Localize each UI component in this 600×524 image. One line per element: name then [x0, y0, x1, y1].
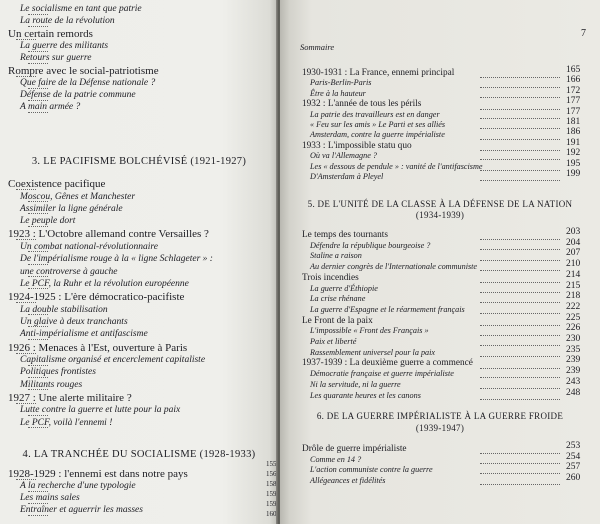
dot-leader [28, 427, 48, 428]
dot-leader [28, 88, 48, 89]
dot-leader [480, 325, 560, 326]
toc-entry: La crise rhénane [310, 294, 366, 304]
toc-entry: 1937-1939 : La deuxième guerre a commencé [302, 358, 473, 369]
section-title: 5. DE L'UNITÉ DE LA CLASSE À LA DÉFENSE DE LA NATION [307, 199, 573, 209]
toc-entry: De l'impérialisme rouge à la « ligne Schlageter » : [20, 254, 213, 265]
toc-page-number: 177 [566, 106, 581, 117]
dot-leader [16, 39, 36, 40]
toc-entry: une controverse à gauche [20, 266, 118, 277]
toc-entry: Moscou, Gênes et Manchester [20, 191, 136, 202]
section-title: 4. LA TRANCHÉE DU SOCIALISME (1928-1933) [22, 449, 256, 460]
edge-page-number: 155 [266, 460, 277, 468]
toc-page-number: 239 [566, 355, 581, 366]
dot-leader [480, 463, 560, 464]
toc-entry: Les mains sales [20, 493, 80, 503]
dot-leader [28, 100, 48, 101]
edge-page-number: 156 [266, 470, 277, 478]
dot-leader [28, 365, 48, 366]
dot-leader [480, 159, 560, 160]
dot-leader [480, 128, 560, 129]
toc-entry: A main armée ? [20, 102, 81, 112]
dot-leader [28, 14, 48, 15]
toc-page-number: 199 [566, 169, 581, 179]
dot-leader [28, 491, 48, 492]
right-page [280, 0, 600, 524]
toc-page-number: 172 [566, 85, 581, 96]
toc-entry: Capitalisme organisé et encerclement capitaliste [20, 355, 206, 365]
toc-entry: La double stabilisation [20, 304, 108, 315]
dot-leader [480, 97, 560, 98]
toc-page-number: 230 [566, 334, 581, 344]
section-years: (1939-1947) [415, 423, 465, 433]
toc-entry: Comme en 14 ? [310, 454, 362, 464]
toc-entry: Ni la servitude, ni la guerre [310, 379, 401, 389]
toc-page-number: 207 [566, 248, 581, 259]
toc-entry: Le PCF, la Ruhr et la révolution européenne [20, 278, 189, 289]
toc-entry: 1932 : L'année de tous les périls [302, 99, 422, 110]
dot-leader [28, 226, 48, 227]
dot-leader [28, 389, 48, 390]
toc-page-number: 214 [566, 269, 581, 280]
toc-entry: La guerre d'Espagne et le réarmement français [310, 304, 465, 314]
toc-entry: 1926 : Menaces à l'Est, ouverture à Paris [8, 341, 188, 354]
toc-entry: Les quarante heures et les canons [310, 390, 421, 400]
toc-page-number: 204 [566, 237, 581, 248]
dot-leader [480, 249, 560, 250]
toc-entry: Paix et liberté [310, 337, 357, 346]
toc-entry: Anti-impérialisme et antifascisme [20, 329, 148, 340]
edge-page-number: 158 [266, 480, 277, 488]
toc-entry: Staline a raison [310, 251, 362, 261]
dot-leader [480, 473, 560, 474]
toc-entry: Assimiler la ligne générale [20, 203, 123, 214]
dot-leader [480, 377, 560, 378]
dot-leader [480, 356, 560, 357]
dot-leader [28, 201, 48, 202]
toc-page-number: 226 [566, 323, 581, 334]
dot-leader [16, 302, 36, 303]
toc-entry: Drôle de guerre impérialiste [302, 444, 407, 454]
toc-page-number: 191 [566, 137, 581, 148]
dot-leader [480, 368, 560, 369]
toc-entry: Défense de la patrie commune [20, 90, 136, 100]
dot-leader [28, 51, 48, 52]
toc-entry: 1923 : L'Octobre allemand contre Versailles ? [8, 228, 209, 241]
dot-leader [28, 112, 48, 113]
toc-entry: Coexistence pacifique [8, 178, 106, 190]
toc-page-number: 218 [566, 291, 581, 302]
toc-entry: Le Front de la paix [302, 315, 373, 326]
toc-entry: La guerre des militants [20, 41, 109, 51]
toc-entry: Un certain remords [8, 28, 93, 40]
dot-leader [28, 377, 48, 378]
toc-entry: Un glaive à deux tranchants [20, 316, 128, 327]
toc-entry: La guerre d'Éthiopie [310, 283, 378, 293]
dot-leader [28, 251, 48, 252]
toc-entry: Le PCF, voilà l'ennemi ! [20, 417, 113, 428]
toc-page-number: 260 [566, 472, 581, 483]
dot-leader [480, 388, 560, 389]
toc-entry: Que faire de la Défense nationale ? [20, 78, 156, 88]
toc-entry: 1927 : Une alerte militaire ? [8, 391, 132, 404]
toc-page-number: 203 [566, 227, 581, 237]
dot-leader [28, 63, 48, 64]
toc-entry: Défendre la république bourgeoise ? [310, 240, 431, 250]
edge-page-number: 159 [266, 490, 277, 498]
section-years: (1934-1939) [415, 210, 465, 220]
toc-entry: Militants rouges [20, 379, 83, 390]
dot-leader [480, 270, 560, 271]
toc-entry: L'impossible « Front des Français » [310, 326, 429, 336]
toc-page-number: 165 [566, 65, 581, 75]
toc-page-number: 254 [566, 451, 581, 462]
toc-page-number: 257 [566, 462, 581, 472]
toc-entry: Trois incendies [302, 272, 359, 283]
dot-leader [480, 484, 560, 485]
dot-leader [480, 335, 560, 336]
dot-leader [16, 189, 36, 190]
toc-page-number: 243 [566, 376, 581, 387]
toc-page-number: 177 [566, 96, 581, 107]
toc-entry: Le peuple dort [20, 216, 76, 227]
dot-leader [480, 150, 560, 151]
dot-leader [16, 239, 36, 240]
dot-leader [28, 503, 48, 504]
dot-leader [28, 314, 48, 315]
toc-page-number: 186 [566, 127, 581, 138]
dot-leader [480, 109, 560, 110]
toc-entry: La patrie des travailleurs est en danger [310, 109, 440, 119]
dot-leader [480, 282, 560, 283]
toc-entry: Démocratie française et guerre impérialiste [310, 369, 454, 379]
toc-entry: La route de la révolution [20, 16, 115, 26]
dot-leader [480, 313, 560, 314]
toc-page-number: 239 [566, 366, 581, 377]
dot-leader [28, 288, 48, 289]
toc-entry: 1928-1929 : l'ennemi est dans notre pays [8, 468, 188, 480]
toc-entry: 1933 : L'impossible statu quo [302, 140, 412, 151]
toc-entry: Le temps des tournants [302, 230, 388, 240]
dot-leader [480, 260, 560, 261]
dot-leader [16, 479, 36, 480]
toc-entry: Rompre avec le social-patriotisme [8, 65, 159, 77]
toc-entry: Lutte contre la guerre et lutte pour la paix [20, 405, 181, 416]
section-title: 6. DE LA GUERRE IMPÉRIALISTE À LA GUERRE FROIDE [316, 411, 564, 421]
dot-leader [480, 302, 560, 303]
dot-leader [480, 399, 560, 400]
dot-leader [28, 264, 48, 265]
dot-leader [480, 139, 560, 140]
page-number: 7 [581, 28, 586, 39]
dot-leader [16, 403, 36, 404]
toc-entry: Rassemblement universel pour la paix [310, 347, 436, 357]
dot-leader [28, 213, 48, 214]
toc-page-number: 195 [566, 158, 581, 169]
running-header: Sommaire [300, 42, 335, 52]
dot-leader [28, 276, 48, 277]
dot-leader [28, 326, 48, 327]
toc-entry: L'action communiste contre la guerre [310, 465, 433, 474]
toc-entry: Au dernier congrès de l'Internationale communiste [310, 262, 478, 272]
toc-entry: 1930-1931 : La France, ennemi principal [302, 68, 455, 78]
toc-page-number: 235 [566, 344, 581, 355]
dot-leader [28, 515, 48, 516]
toc-page-number: 215 [566, 280, 581, 291]
dot-leader [480, 77, 560, 78]
dot-leader [480, 170, 560, 171]
dot-leader [480, 239, 560, 240]
toc-entry: 1924-1925 : L'ère démocratico-pacifiste [8, 291, 185, 304]
toc-entry: Où va l'Allemagne ? [310, 151, 378, 161]
toc-entry: Être à la hauteur [310, 88, 366, 98]
toc-entry: Retours sur guerre [20, 53, 92, 63]
toc-entry: D'Amsterdam à Pleyel [310, 172, 384, 181]
toc-entry: A la recherche d'une typologie [20, 481, 136, 491]
toc-page-number: 210 [566, 259, 581, 270]
section-title: 3. LE PACIFISME BOLCHÉVISÉ (1921-1927) [31, 156, 247, 167]
dot-leader [480, 180, 560, 181]
dot-leader [480, 292, 560, 293]
toc-entry: Les « dessous de pendule » : vanité de l'antifascisme [310, 161, 483, 171]
dot-leader [480, 345, 560, 346]
toc-page-number: 225 [566, 312, 581, 323]
toc-entry: Le socialisme en tant que patrie [20, 4, 142, 14]
toc-entry: Allégeances et fidélités [310, 475, 386, 485]
dot-leader [16, 353, 36, 354]
dot-leader [480, 453, 560, 454]
dot-leader [28, 26, 48, 27]
toc-page-number: 248 [566, 387, 581, 398]
edge-page-number: 159 [266, 500, 277, 508]
toc-page-number: 222 [566, 301, 581, 312]
toc-page-number: 253 [566, 441, 581, 451]
dot-leader [28, 415, 48, 416]
left-page [0, 0, 278, 524]
edge-page-number: 160 [266, 510, 277, 518]
toc-page-number: 192 [566, 148, 581, 159]
toc-entry: Paris-Berlin-Paris [310, 78, 372, 88]
toc-entry: Politiques frontistes [20, 367, 96, 378]
toc-entry: Amsterdam, contre la guerre impérialiste [310, 130, 445, 140]
toc-entry: « Feu sur les amis » Le Parti et ses alliés [310, 120, 446, 129]
dot-leader [480, 87, 560, 88]
dot-leader [16, 76, 36, 77]
toc-entry: Un combat national-révolutionnaire [20, 241, 158, 252]
dot-leader [28, 339, 48, 340]
toc-page-number: 181 [566, 117, 581, 127]
toc-entry: Entraîner et aguerrir les masses [20, 505, 143, 515]
toc-page-number: 166 [566, 75, 581, 86]
dot-leader [480, 118, 560, 119]
